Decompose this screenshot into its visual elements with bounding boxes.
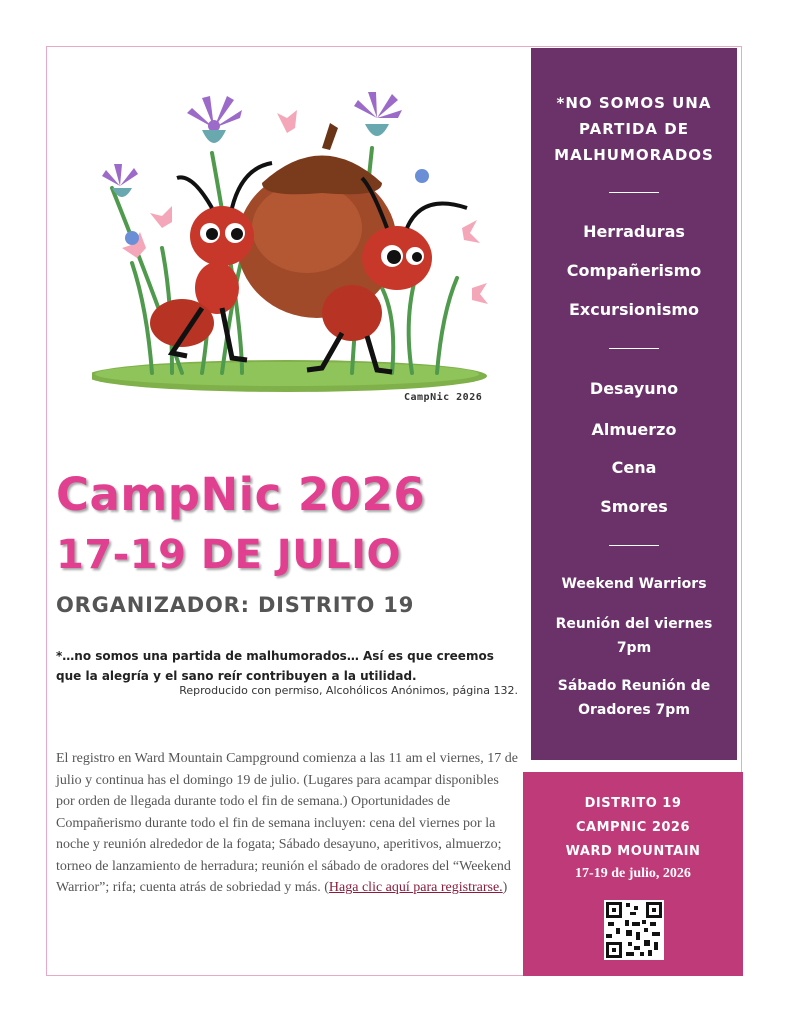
event-item: Sábado Reunión de Oradores 7pm [557,678,711,718]
activity-item: Excursionismo [568,300,700,319]
sidebar [531,48,737,760]
event-dates: 17-19 DE JULIO [56,532,402,578]
sidebar-tagline: *NO SOMOS UNA PARTIDA DE MALHUMORADOS [554,94,714,164]
flower-purple-far-left [102,164,138,186]
sidebar-divider [609,545,659,546]
flower-purple-left [187,96,242,132]
meal-item: Almuerzo [591,420,677,439]
footer-location: WARD MOUNTAIN [565,844,701,859]
meal-item: Desayuno [589,379,679,398]
event-item: Weekend Warriors [561,576,707,592]
activity-item: Compañerismo [566,261,702,280]
description-text: El registro en Ward Mountain Campground comienza a las 11 am el viernes, 17 de julio y continua has el domingo 19 de julio. (Lugares para acampar disponibles por orden de llegada durante todo el fin de semana.) Oportunidades de Compañerismo durante todo el fin de semana incluyen: cena del viernes por la noche y reunión alrededor de la fogata; Sábado desayuno, aperitivos, almuerzo; torneo de lanzamiento de herradura; reunión el sábado de oradores del “Weekend Warrior”; rifa; cuenta atrás de sobriedad y más. ( [56,751,518,895]
illustration-signature: CampNic 2026 [404,392,483,403]
meal-item: Smores [600,497,668,516]
qr-code[interactable] [604,900,664,960]
footer-event: CAMPNIC 2026 [575,820,691,835]
ant-illustration [92,88,492,408]
register-link[interactable]: Haga clic aquí para registrarse. [328,880,503,895]
sidebar-divider [609,348,659,349]
footer-dates: 17-19 de julio, 2026 [575,866,691,881]
flower-purple-right [354,92,402,118]
meal-item: Cena [611,458,657,477]
description-closing: ) [502,880,508,895]
footer-district: DISTRITO 19 [584,796,682,811]
event-description [56,748,518,899]
activity-item: Herraduras [583,222,685,241]
footer-box [523,772,743,976]
sidebar-divider [609,192,659,193]
quote-credit: Reproducido con permiso, Alcohólicos Anónimos, página 132. [179,684,518,697]
event-organizer: ORGANIZADOR: DISTRITO 19 [56,593,415,617]
event-item: Reunión del viernes 7pm [555,616,713,656]
quote-text: *…no somos una partida de malhumorados… Así es que creemos que la alegría y el sano reír contribuyen a la utilidad. [56,649,494,683]
event-title: CampNic 2026 [56,468,426,521]
